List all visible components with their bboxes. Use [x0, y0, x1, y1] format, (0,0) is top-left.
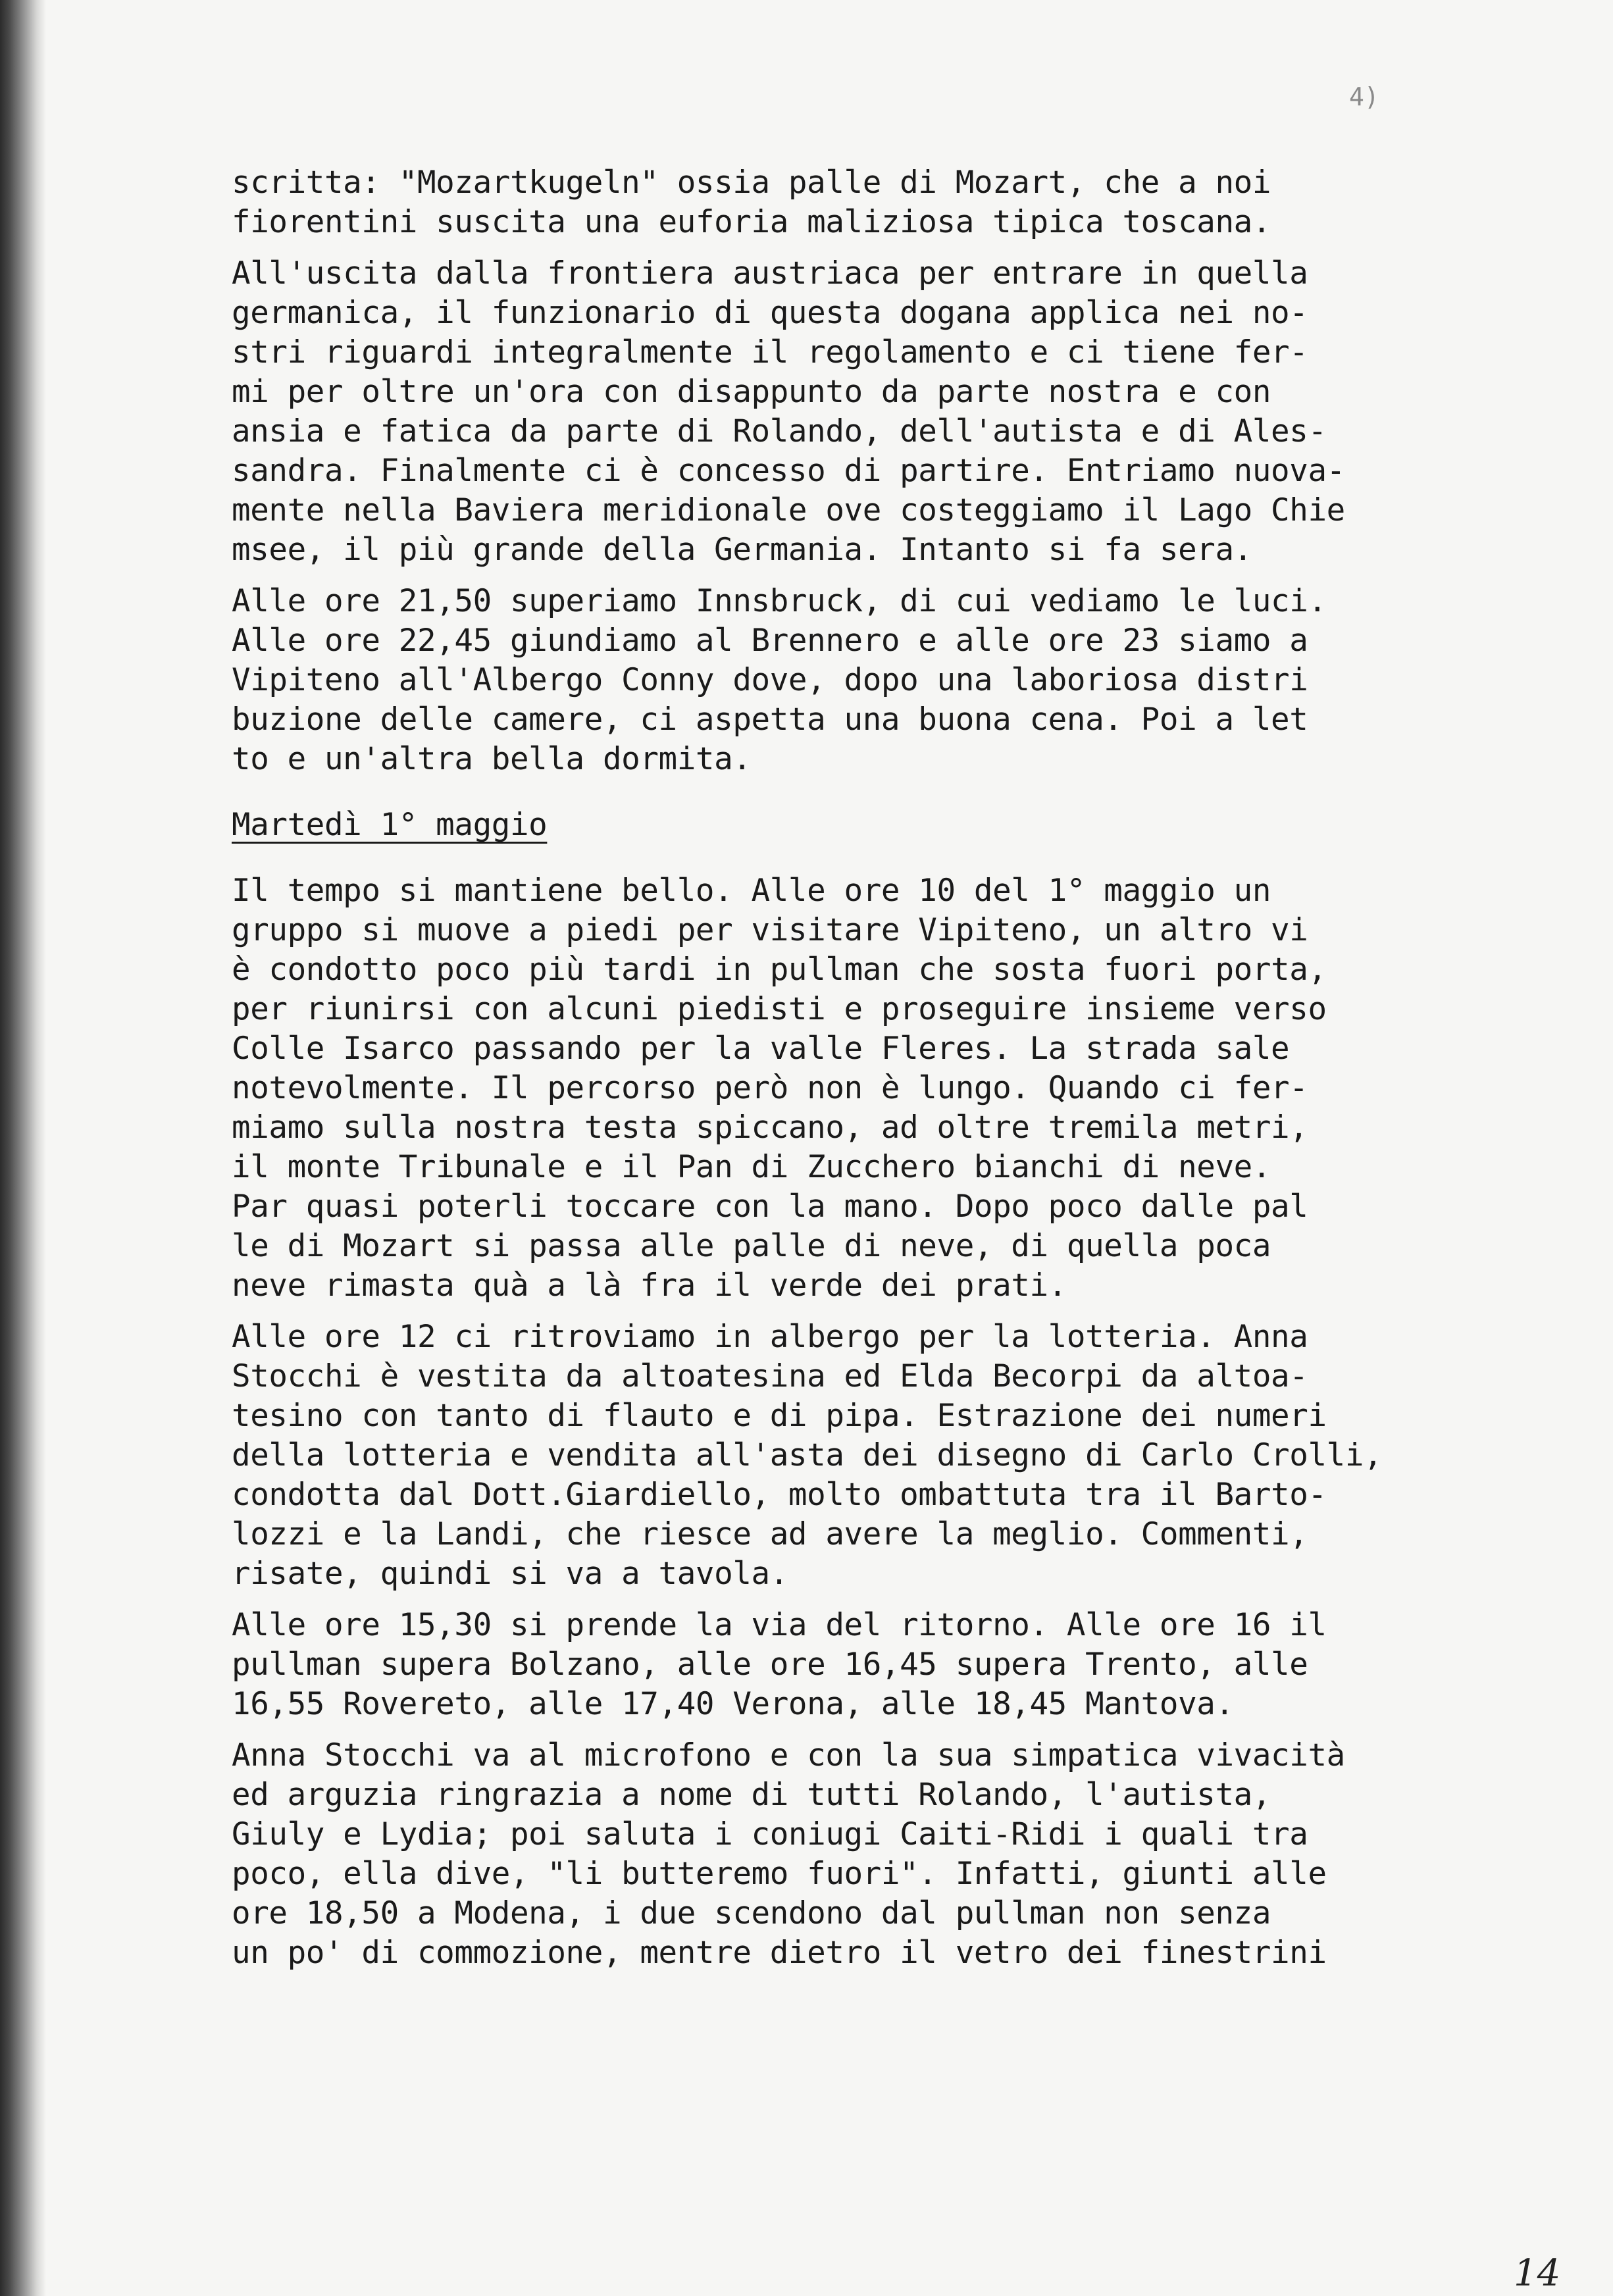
text-line: All'uscita dalla frontiera austriaca per entrare in quella: [232, 255, 1308, 292]
paragraph-vipiteno: [232, 871, 1535, 1306]
heading-text: Martedì 1° maggio: [232, 807, 548, 843]
text-line: fiorentini suscita una euforia maliziosa tipica toscana.: [232, 204, 1271, 240]
text-line: gruppo si muove a piedi per visitare Vipiteno, un altro vi: [232, 912, 1308, 948]
text-line: mente nella Baviera meridionale ove costeggiamo il Lago Chie: [232, 492, 1345, 528]
text-line: msee, il più grande della Germania. Intanto si fa sera.: [232, 532, 1252, 568]
text-line: Vipiteno all'Albergo Conny dove, dopo una laboriosa distri: [232, 662, 1308, 698]
text-line: to e un'altra bella dormita.: [232, 741, 752, 777]
text-line: è condotto poco più tardi in pullman che sosta fuori porta,: [232, 952, 1327, 988]
text-line: Par quasi poterli toccare con la mano. Dopo poco dalle pal: [232, 1188, 1308, 1225]
text-line: germanica, il funzionario di questa dogana applica nei no-: [232, 295, 1308, 331]
text-line: scritta: "Mozartkugeln" ossia palle di Mozart, che a noi: [232, 165, 1271, 201]
text-line: buzione delle camere, ci aspetta una buona cena. Poi a let: [232, 702, 1308, 738]
text-line: le di Mozart si passa alle palle di neve, di quella poca: [232, 1228, 1271, 1264]
paragraph-farewell: [232, 1736, 1535, 1973]
text-line: pullman supera Bolzano, alle ore 16,45 supera Trento, alle: [232, 1646, 1308, 1683]
text-line: Colle Isarco passando per la valle Fleres. La strada sale: [232, 1031, 1290, 1067]
text-line: per riunirsi con alcuni piedisti e proseguire insieme verso: [232, 991, 1327, 1027]
text-line: condotta dal Dott.Giardiello, molto ombattuta tra il Barto-: [232, 1477, 1327, 1513]
text-line: Anna Stocchi va al microfono e con la sua simpatica vivacità: [232, 1737, 1345, 1773]
paragraph-mozartkugeln: [232, 163, 1535, 242]
text-line: tesino con tanto di flauto e di pipa. Estrazione dei numeri: [232, 1398, 1327, 1434]
top-page-mark: 4): [1349, 82, 1379, 111]
text-line: Alle ore 15,30 si prende la via del ritorno. Alle ore 16 il: [232, 1607, 1327, 1643]
text-line: ansia e fatica da parte di Rolando, dell'autista e di Ales-: [232, 413, 1327, 449]
text-line: sandra. Finalmente ci è concesso di partire. Entriamo nuova-: [232, 453, 1345, 489]
text-line: Giuly e Lydia; poi saluta i coniugi Caiti-Ridi i quali tra: [232, 1816, 1308, 1852]
paragraph-return: [232, 1606, 1535, 1724]
text-line: ore 18,50 a Modena, i due scendono dal pullman non senza: [232, 1895, 1271, 1931]
text-line: lozzi e la Landi, che riesce ad avere la meglio. Commenti,: [232, 1516, 1308, 1552]
document-body: [232, 163, 1535, 1985]
paragraph-lottery: [232, 1317, 1535, 1594]
text-line: il monte Tribunale e il Pan di Zucchero bianchi di neve.: [232, 1149, 1271, 1185]
text-line: ed arguzia ringrazia a nome di tutti Rolando, l'autista,: [232, 1777, 1271, 1813]
page-binding-edge: [0, 0, 46, 2296]
text-line: un po' di commozione, mentre dietro il vetro dei finestrini: [232, 1935, 1327, 1971]
text-line: poco, ella dive, "li butteremo fuori". Infatti, giunti alle: [232, 1856, 1327, 1892]
text-line: risate, quindi si va a tavola.: [232, 1556, 788, 1592]
text-line: neve rimasta quà a là fra il verde dei prati.: [232, 1267, 1067, 1304]
text-line: Stocchi è vestita da altoatesina ed Elda Becorpi da altoa-: [232, 1358, 1308, 1394]
text-line: Il tempo si mantiene bello. Alle ore 10 del 1° maggio un: [232, 873, 1271, 909]
text-line: stri riguardi integralmente il regolamento e ci tiene fer-: [232, 334, 1308, 370]
page-number: 14: [1514, 2252, 1561, 2295]
text-line: della lotteria e vendita all'asta dei disegno di Carlo Crolli,: [232, 1437, 1383, 1473]
text-line: mi per oltre un'ora con disappunto da parte nostra e con: [232, 374, 1271, 410]
text-line: 16,55 Rovereto, alle 17,40 Verona, alle 18,45 Mantova.: [232, 1686, 1234, 1722]
text-line: Alle ore 22,45 giundiamo al Brennero e alle ore 23 siamo a: [232, 623, 1308, 659]
text-line: Alle ore 21,50 superiamo Innsbruck, di cui vediamo le luci.: [232, 583, 1327, 619]
paragraph-frontier: [232, 254, 1535, 570]
text-line: miamo sulla nostra testa spiccano, ad oltre tremila metri,: [232, 1110, 1308, 1146]
text-line: notevolmente. Il percorso però non è lungo. Quando ci fer-: [232, 1070, 1308, 1106]
paragraph-innsbruck: [232, 582, 1535, 779]
section-heading: [232, 805, 1535, 845]
text-line: Alle ore 12 ci ritroviamo in albergo per la lotteria. Anna: [232, 1319, 1308, 1355]
